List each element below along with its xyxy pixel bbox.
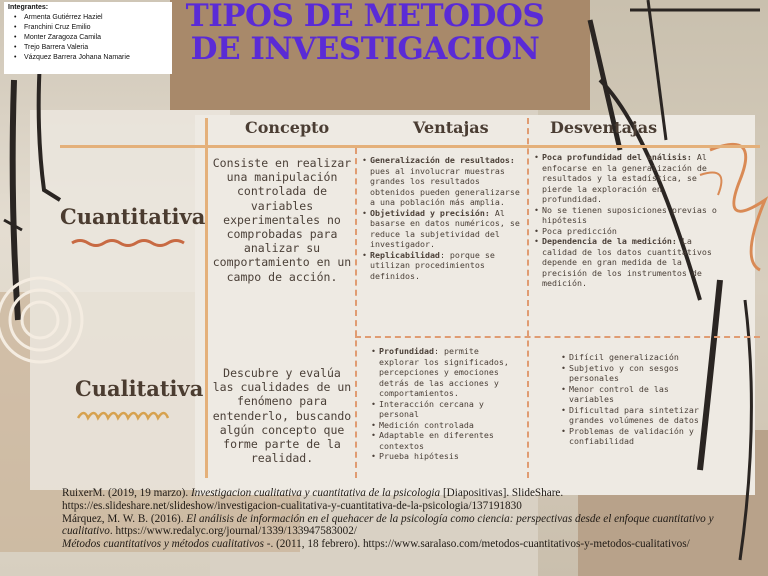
list-item: • Poca predicción: [533, 226, 719, 237]
column-header-disadvantages: Desventajas: [550, 118, 658, 137]
row-label-qualitative: Cualitativa: [75, 376, 204, 401]
column-divider-1: [355, 148, 357, 478]
black-stroke-left-2: [39, 60, 60, 200]
list-item: • Difícil generalización: [560, 352, 705, 363]
header-divider: [60, 145, 760, 148]
title-line-2: DE INVESTIGACION: [190, 31, 540, 67]
column-divider-2: [527, 118, 529, 478]
list-item: • Dependencia de la medición: La calidad de los datos cuantitativos depende en gran medida de la precisión de los instrumentos de medición.: [533, 236, 719, 289]
list-item: • Subjetivo y con sesgos personales: [560, 363, 705, 384]
circle-left-3: [22, 302, 58, 338]
row-divider: [355, 336, 760, 338]
team-member: • Armenta Gutiérrez Haziel: [8, 13, 168, 23]
disadvantages-quantitative: [533, 152, 719, 289]
wavy-underline-quantitative: [72, 241, 184, 246]
column-header-concept: Concepto: [245, 118, 330, 137]
team-member: • Monter Zaragoza Camila: [8, 33, 168, 43]
list-item: • Medición controlada: [370, 420, 520, 431]
row-label-quantitative: Cuantitativa: [60, 204, 206, 229]
list-item: • Dificultad para sintetizar grandes volúmenes de datos: [560, 405, 705, 426]
reference-2: Márquez, M. W. B. (2016). El análisis de información en el quehacer de la psicología como ciencia: perspectivas desde el enfoque cuantitativo y cualitativo. https://www.redalyc.org/journal/1339/133947583002/: [62, 512, 714, 538]
list-item: • Problemas de validación y confiabilidad: [560, 426, 705, 447]
concept-quantitative: Consiste en realizar una manipulación controlada de variables experimentales no comprobadas para analizar su comportamiento en un campo de acción.: [212, 156, 352, 284]
team-member: • Vázquez Barrera Johana Namarie: [8, 53, 168, 63]
team-list: [8, 13, 168, 63]
page-title: [175, 0, 555, 66]
list-item: • Prueba hipótesis: [370, 451, 520, 462]
advantages-qualitative: [370, 346, 520, 462]
advantages-quantitative: [361, 155, 521, 281]
column-header-advantages: Ventajas: [413, 118, 489, 137]
label-divider: [205, 118, 208, 478]
concept-qualitative: Descubre y evalúa las cualidades de un fenómeno para entenderlo, buscando algún concepto que forme parte de la realidad.: [212, 366, 352, 466]
list-item: • No se tienen suposiciones previas o hipótesis: [533, 205, 719, 226]
list-item: • Objetividad y precisión: Al basarse en datos numéricos, se reduce la subjetividad del investigador.: [361, 208, 521, 250]
disadvantages-qualitative: [560, 352, 705, 447]
reference-1: RuixerM. (2019, 19 marzo). Investigacion cualitativa y cuantitativa de la psicologia [Diapositivas]. SlideShare. https://es.slideshare.net/slideshow/investigacion-cualitativa-y-cuantitativa-de-la-psicologia/137191830: [62, 487, 564, 512]
list-item: • Generalización de resultados: pues al involucrar muestras grandes los resultados obtenidos pueden generalizarse a una población más amplia.: [361, 155, 521, 208]
list-item: • Adaptable en diferentes contextos: [370, 430, 520, 451]
team-title: Integrantes:: [8, 4, 49, 11]
team-member: • Trejo Barrera Valeria: [8, 43, 168, 53]
list-item: • Menor control de las variables: [560, 384, 705, 405]
list-item: • Poca profundidad del análisis: Al enfocarse en la generalización de resultados y la estadística, se pierde la exploración en profundidad.: [533, 152, 719, 205]
team-member: • Franchini Cruz Emilio: [8, 23, 168, 33]
loopy-underline-qualitative: [78, 413, 168, 418]
reference-3: Métodos cuantitativos y métodos cualitativos -. (2011, 18 febrero). https://www.saralaso.com/metodos-cuantitativos-y-metodos-cualitativos/: [62, 538, 690, 551]
title-line-1: TIPOS DE METODOS: [185, 0, 545, 34]
list-item: • Profundidad: permite explorar los significados, percepciones y emociones detrás de las acciones y comportamientos.: [370, 346, 520, 399]
list-item: • Replicabilidad: porque se utilizan procedimientos definidos.: [361, 250, 521, 282]
references: [62, 487, 762, 551]
list-item: • Interacción cercana y personal: [370, 399, 520, 420]
team-box: [4, 2, 172, 74]
circle-left-2: [10, 290, 70, 350]
